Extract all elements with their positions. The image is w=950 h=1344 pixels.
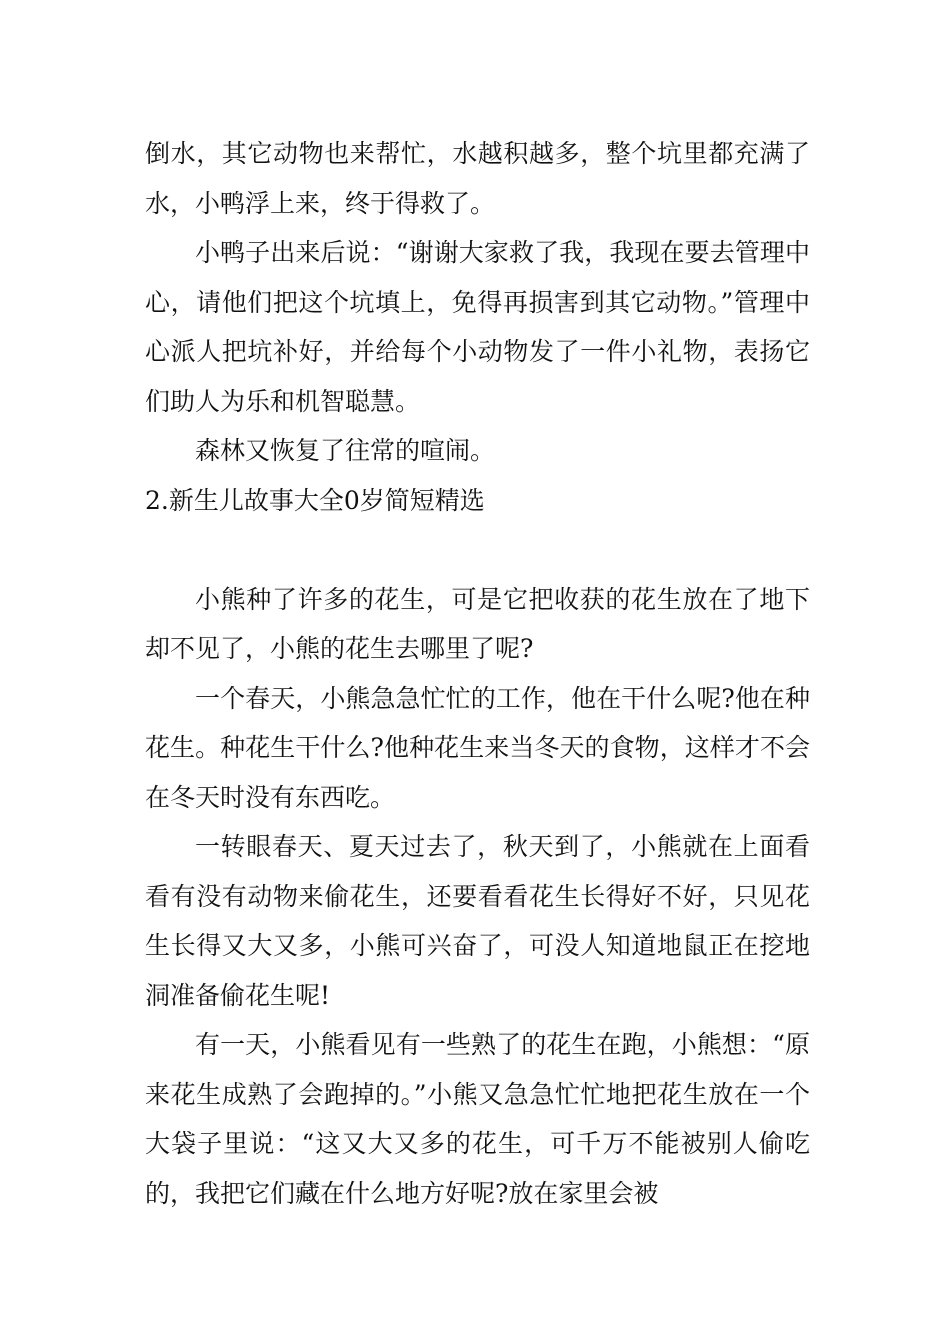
paragraph-bear-spring: 一个春天，小熊急急忙忙的工作，他在干什么呢?他在种花生。种花生干什么?他种花生来当冬天的食物，这样才不会在冬天时没有东西吃。 (145, 683, 810, 812)
paragraph-duckling-thanks: 小鸭子出来后说：“谢谢大家救了我，我现在要去管理中心，请他们把这个坑填上，免得再损害到其它动物。”管理中心派人把坑补好，并给每个小动物发了一件小礼物，表扬它们助人为乐和机智聪慧。 (145, 238, 810, 416)
section-heading: 2.新生儿故事大全0岁简短精选 (145, 485, 485, 515)
section-spacer (145, 525, 810, 575)
paragraph-continued: 倒水，其它动物也来帮忙，水越积越多，整个坑里都充满了水，小鸭浮上来，终于得救了。 (145, 139, 810, 218)
paragraph-bear-peanuts-intro: 小熊种了许多的花生，可是它把收获的花生放在了地下却不见了，小熊的花生去哪里了呢? (145, 584, 810, 663)
paragraph-bear-bag: 有一天，小熊看见有一些熟了的花生在跑，小熊想：“原来花生成熟了会跑掉的。”小熊又急急忙忙地把花生放在一个大袋子里说：“这又大又多的花生，可千万不能被别人偷吃的，我把它们藏在什么地方好呢?放在家里会被 (145, 1030, 810, 1208)
document-body (145, 129, 810, 1218)
paragraph-bear-autumn: 一转眼春天、夏天过去了，秋天到了，小熊就在上面看看有没有动物来偷花生，还要看看花生长得好不好，只见花生长得又大又多，小熊可兴奋了，可没人知道地鼠正在挖地洞准备偷花生呢! (145, 832, 810, 1010)
paragraph-forest-restored: 森林又恢复了往常的喧闹。 (195, 436, 496, 465)
